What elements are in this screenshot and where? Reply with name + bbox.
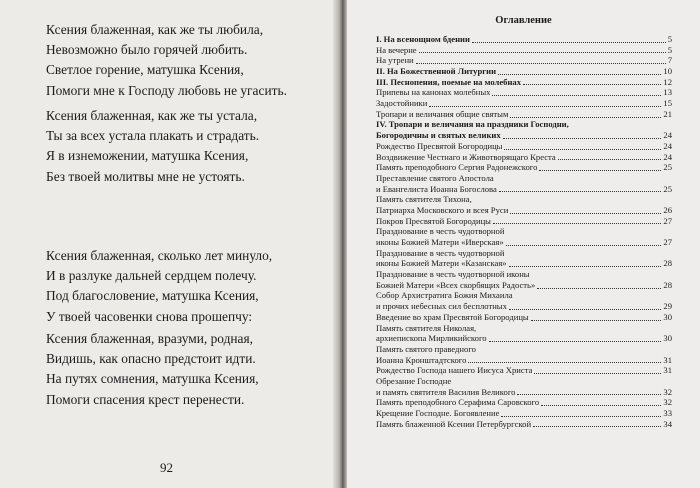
toc-leader-dots [533, 426, 661, 427]
toc-leader-dots [541, 405, 661, 406]
toc-entry [376, 109, 672, 120]
toc-entry-page: 32 [663, 397, 672, 408]
toc-entry-page: 7 [667, 55, 672, 66]
toc-leader-dots [523, 84, 661, 85]
toc-entry-title: Преставление святого Апостола [376, 172, 494, 183]
toc-leader-dots [534, 373, 661, 374]
toc-entry-page: 5 [667, 33, 672, 44]
toc-entry-title: Рождество Пресвятой Богородицы [376, 140, 503, 151]
left-page [0, 0, 338, 488]
toc-entry [376, 237, 672, 248]
poem-stanza [46, 329, 259, 410]
toc-entry-title: II. На Божественной Литургии [376, 66, 497, 77]
toc-entry [376, 226, 672, 237]
toc-entry-page: 24 [663, 151, 672, 162]
toc-entry [376, 184, 672, 195]
poem-line: Без твоей молитвы мне не устоять. [46, 168, 245, 184]
toc-entry [376, 376, 672, 387]
toc-entry-title: Рождество Господа нашего Иисуса Христа [376, 365, 533, 376]
toc-entry [376, 120, 672, 131]
toc-entry-page: 26 [663, 204, 672, 215]
toc-entry-page: 32 [663, 386, 672, 397]
toc-leader-dots [537, 288, 661, 289]
poem-stanza [46, 246, 272, 327]
toc-leader-dots [506, 245, 662, 246]
toc-entry-title: Крещение Господне. Богоявление [376, 408, 500, 419]
toc-entry [376, 333, 672, 344]
toc-entry [376, 248, 672, 259]
toc-entry-page: 29 [663, 301, 672, 312]
toc-entry [376, 397, 672, 408]
poem-line: И в разлуке дальней сердцем полечу. [46, 268, 257, 284]
toc-entry [376, 45, 672, 56]
page-number: 92 [160, 460, 173, 475]
poem-line: Помоги спасения крест перенести. [46, 391, 245, 407]
toc-entry-page: 30 [663, 311, 672, 322]
toc-entry [376, 312, 672, 323]
toc-entry [376, 87, 672, 98]
poem-line: Видишь, как опасно предстоит идти. [46, 351, 256, 367]
toc-leader-dots [492, 95, 661, 96]
toc-leader-dots [493, 223, 661, 224]
toc-entry [376, 365, 672, 376]
toc-leader-dots [489, 341, 662, 342]
toc-entry-title: III. Песнопения, поемые на молебнах [376, 76, 521, 87]
toc-leader-dots [503, 138, 662, 139]
toc-entry-title: Иоанна Кронштадтского [376, 354, 467, 365]
toc-leader-dots [498, 74, 661, 75]
toc-entry-title: архиепископа Мирликийского [376, 333, 487, 344]
toc-entry-title: Празднование в честь чудотворной [376, 247, 505, 258]
toc-leader-dots [429, 106, 661, 107]
toc-entry-title: Задостойники [376, 98, 428, 109]
toc-entry-page: 28 [663, 258, 672, 269]
toc-entry-title: Богородичны и святых великих [376, 130, 501, 141]
toc-entry-title: Память преподобного Серафима Саровского [376, 397, 540, 408]
toc-entry [376, 301, 672, 312]
toc-leader-dots [531, 320, 662, 321]
toc-title: Оглавление [495, 15, 552, 26]
toc-entry-page: 31 [663, 354, 672, 365]
toc-leader-dots [501, 416, 661, 417]
poem-line: Ты за всех устала плакать и страдать. [46, 128, 260, 144]
toc-entry-page: 10 [663, 66, 672, 77]
toc-entry-title: Припевы на канонах молебных [376, 87, 491, 98]
toc-entry-title: Память преподобного Сергия Радонежского [376, 162, 538, 173]
toc-entry-title: Введение во храм Пресвятой Богородицы [376, 311, 529, 322]
toc-entry-page: 24 [663, 130, 672, 141]
toc-entry [376, 387, 672, 398]
toc-entry-title: IV. Тропари и величания на праздники Господни, [376, 119, 569, 130]
toc-entry-title: I. На всенощном бдении [376, 33, 470, 44]
toc-entry-page: 21 [663, 108, 672, 119]
poem-line: У твоей часовенки снова прошепчу: [46, 308, 253, 324]
toc-leader-dots [510, 213, 661, 214]
toc-entry-title: Покров Пресвятой Богородицы [376, 215, 491, 226]
toc-entry-title: иконы Божией Матери «Иверская» [376, 237, 504, 248]
toc-entry-title: Память блаженной Ксении Петербургской [376, 418, 532, 429]
toc-entry [376, 141, 672, 152]
toc-entry-title: Память святителя Николая, [376, 322, 477, 333]
toc-entry-title: Празднование в честь чудотворной иконы [376, 269, 530, 280]
toc-entry [376, 258, 672, 269]
toc-entry-page: 27 [663, 237, 672, 248]
poem-line: Я в изнеможении, матушка Ксения, [46, 148, 249, 164]
poem-line: Невозможно было горячей любить. [46, 42, 248, 58]
toc-entry-title: и прочих небесных сил бесплотных [376, 301, 507, 312]
poem-line: Ксения блаженная, как же ты устала, [46, 108, 258, 123]
toc-entry-page: 13 [663, 87, 672, 98]
poem-stanza [46, 20, 287, 101]
toc-entry [376, 408, 672, 419]
toc-leader-dots [558, 159, 662, 160]
toc-entry-page: 27 [663, 215, 672, 226]
toc-entry [376, 280, 672, 291]
toc-entry-title: Собор Архистратига Божия Михаила [376, 290, 513, 301]
toc-entry-page: 24 [663, 140, 672, 151]
toc-leader-dots [509, 309, 662, 310]
toc-entry [376, 173, 672, 184]
toc-entry [376, 344, 672, 355]
toc-entry-title: Божией Матери «Всех скорбящих Радость» [376, 279, 536, 290]
poem-line: Ксения блаженная, как же ты любила, [46, 22, 264, 37]
toc-leader-dots [416, 63, 666, 64]
poem-line: Ксения блаженная, сколько лет минуло, [46, 248, 273, 263]
toc-leader-dots [499, 191, 662, 192]
toc-entry-page: 12 [663, 76, 672, 87]
toc-entry-page: 31 [663, 365, 672, 376]
poem-line: Помоги мне к Господу любовь не угасить. [46, 82, 287, 98]
toc-leader-dots [539, 170, 661, 171]
toc-entry-page: 5 [667, 44, 672, 55]
toc-entry [376, 152, 672, 163]
toc-entry-title: На вечерне [376, 44, 417, 55]
toc-entry [376, 162, 672, 173]
toc-entry [376, 130, 672, 141]
toc-entry-page: 34 [663, 418, 672, 429]
toc-entry [376, 194, 672, 205]
toc-entry-title: иконы Божией Матери «Казанская» [376, 258, 507, 269]
toc-entry-page: 25 [663, 162, 672, 173]
toc-entry-title: и память святителя Василия Великого [376, 386, 516, 397]
poem-line: На путях сомнения, матушка Ксения, [46, 371, 259, 387]
toc-entry-page: 33 [663, 408, 672, 419]
toc-entry [376, 291, 672, 302]
poem-line: Светлое горение, матушка Ксения, [46, 62, 244, 78]
toc-leader-dots [419, 52, 666, 53]
toc-entry [376, 355, 672, 366]
poem-stanza [46, 106, 259, 187]
toc-entry-title: Память святителя Тихона, [376, 194, 472, 205]
toc-leader-dots [472, 42, 666, 43]
toc-entry [376, 98, 672, 109]
toc-entry [376, 34, 672, 45]
toc-entry-title: Празднование в честь чудотворной [376, 226, 505, 237]
toc-entry-title: и Евангелиста Иоанна Богослова [376, 183, 497, 194]
toc-leader-dots [468, 362, 661, 363]
toc-leader-dots [517, 394, 661, 395]
toc-entry-page: 28 [663, 279, 672, 290]
poem-line: Ксения блаженная, вразуми, родная, [46, 331, 253, 346]
toc-entry-page: 25 [663, 183, 672, 194]
toc-entry-title: На утрени [376, 55, 414, 66]
toc-entry [376, 269, 672, 280]
toc-entry [376, 66, 672, 77]
toc-entry-title: Память святого праведного [376, 343, 476, 354]
toc-leader-dots [510, 117, 661, 118]
toc-entry-title: Воздвижение Честнаго и Животворящаго Креста [376, 151, 556, 162]
toc-entry-page: 30 [663, 333, 672, 344]
right-page [347, 0, 700, 488]
poem-line: Под благословение, матушка Ксения, [46, 288, 259, 304]
toc-leader-dots [509, 266, 662, 267]
toc-leader-dots [504, 149, 661, 150]
toc-entry [376, 55, 672, 66]
toc-entry-page: 15 [663, 98, 672, 109]
toc-entry [376, 323, 672, 334]
toc-entry-title: Тропари и величания общие святым [376, 108, 509, 119]
toc-entry [376, 419, 672, 430]
table-of-contents [376, 34, 672, 429]
toc-entry [376, 77, 672, 88]
toc-entry [376, 205, 672, 216]
toc-entry-title: Патриарха Московского и всея Руси [376, 204, 509, 215]
toc-entry [376, 216, 672, 227]
toc-entry-title: Обрезание Господне [376, 375, 452, 386]
